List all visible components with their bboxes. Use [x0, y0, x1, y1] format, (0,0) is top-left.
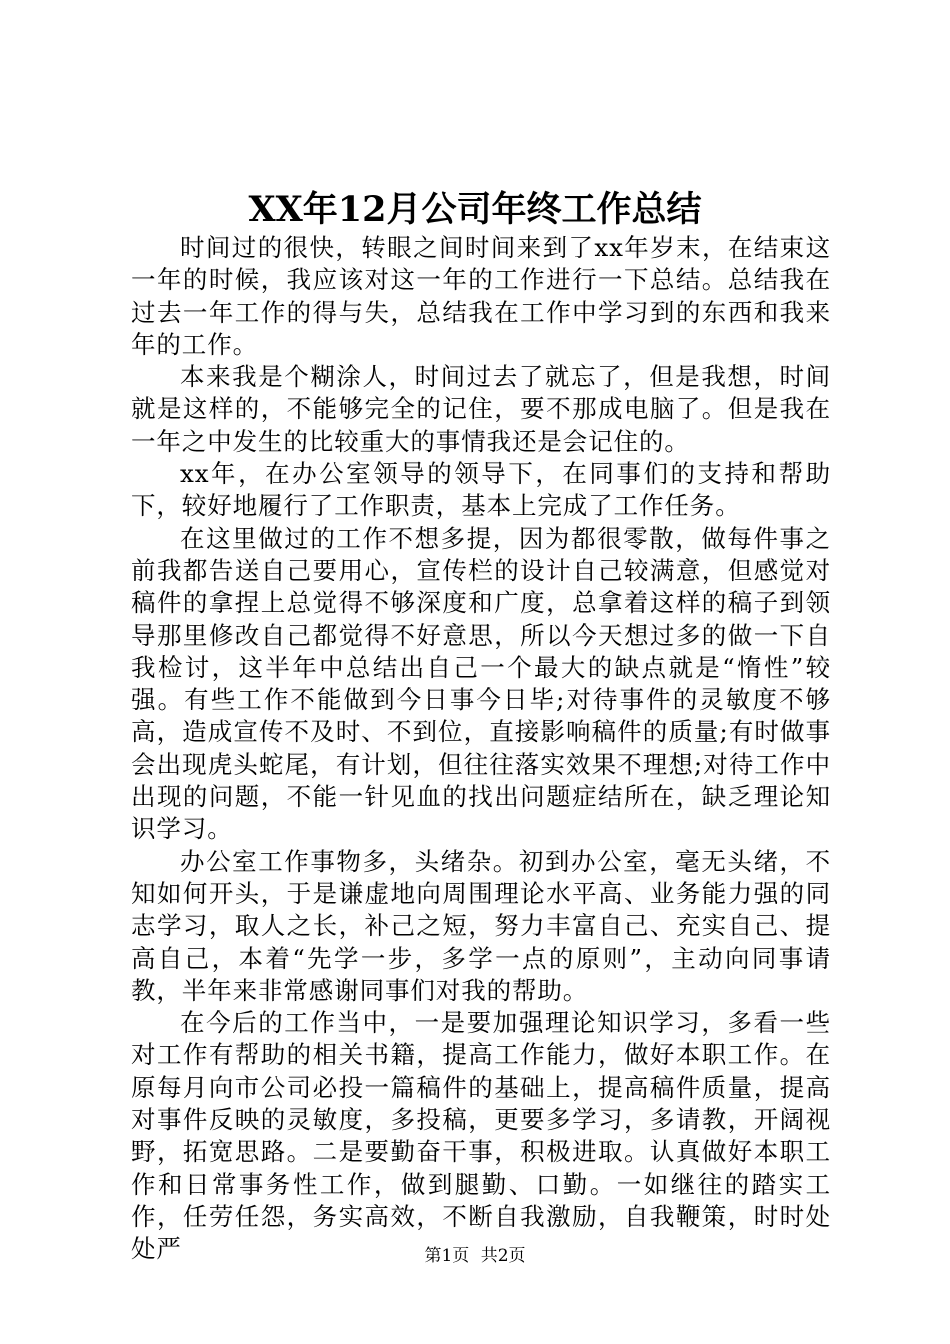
paragraph: 时间过的很快，转眼之间时间来到了xx年岁末，在结束这一年的时候，我应该对这一年的工作进行一下总结。总结我在过去一年工作的得与失，总结我在工作中学习到的东西和我来年的工作。 — [131, 233, 831, 359]
paragraph: 在今后的工作当中，一是要加强理论知识学习，多看一些对工作有帮助的相关书籍，提高工作能力，做好本职工作。在原每月向市公司必投一篇稿件的基础上，提高稿件质量，提高对事件反映的灵敏度，多投稿，更要多学习，多请教，开阔视野，拓宽思路。二是要勤奋干事，积极进取。认真做好本职工作和日常事务性工作，做到腿勤、口勤。一如继往的踏实工作，任劳任怨，务实高效，不断自我激励，自我鞭策，时时处处严 — [131, 1008, 831, 1264]
paragraph: xx年，在办公室领导的领导下，在同事们的支持和帮助下，较好地履行了工作职责，基本上完成了工作任务。 — [131, 459, 831, 521]
paragraph: 本来我是个糊涂人，时间过去了就忘了，但是我想，时间就是这样的，不能够完全的记住，要不那成电脑了。但是我在一年之中发生的比较重大的事情我还是会记住的。 — [131, 362, 831, 456]
document-title: XX年12月公司年终工作总结 — [248, 189, 702, 230]
document-body — [131, 232, 831, 1266]
paragraph: 在这里做过的工作不想多提，因为都很零散，做每件事之前我都告送自己要用心，宣传栏的设计自己较满意，但感觉对稿件的拿捏上总觉得不够深度和广度，总拿着这样的稿子到领导那里修改自己都觉得不好意思，所以今天想过多的做一下自我检讨，这半年中总结出自己一个最大的缺点就是“惰性”较强。有些工作不能做到今日事今日毕;对待事件的灵敏度不够高，造成宣传不及时、不到位，直接影响稿件的质量;有时做事会出现虎头蛇尾，有计划，但往往落实效果不理想;对待工作中出现的问题，不能一针见血的找出问题症结所在，缺乏理论知识学习。 — [131, 523, 831, 844]
page-number: 第1页 — [424, 1246, 470, 1266]
page-total: 共2页 — [480, 1246, 526, 1266]
paragraph: 办公室工作事物多，头绪杂。初到办公室，毫无头绪，不知如何开头，于是谦虚地向周围理论水平高、业务能力强的同志学习，取人之长，补己之短，努力丰富自己、充实自己、提高自己，本着“先学一步，多学一点的原则”，主动向同事请教，半年来非常感谢同事们对我的帮助。 — [131, 846, 831, 1005]
page-footer — [0, 1244, 950, 1268]
